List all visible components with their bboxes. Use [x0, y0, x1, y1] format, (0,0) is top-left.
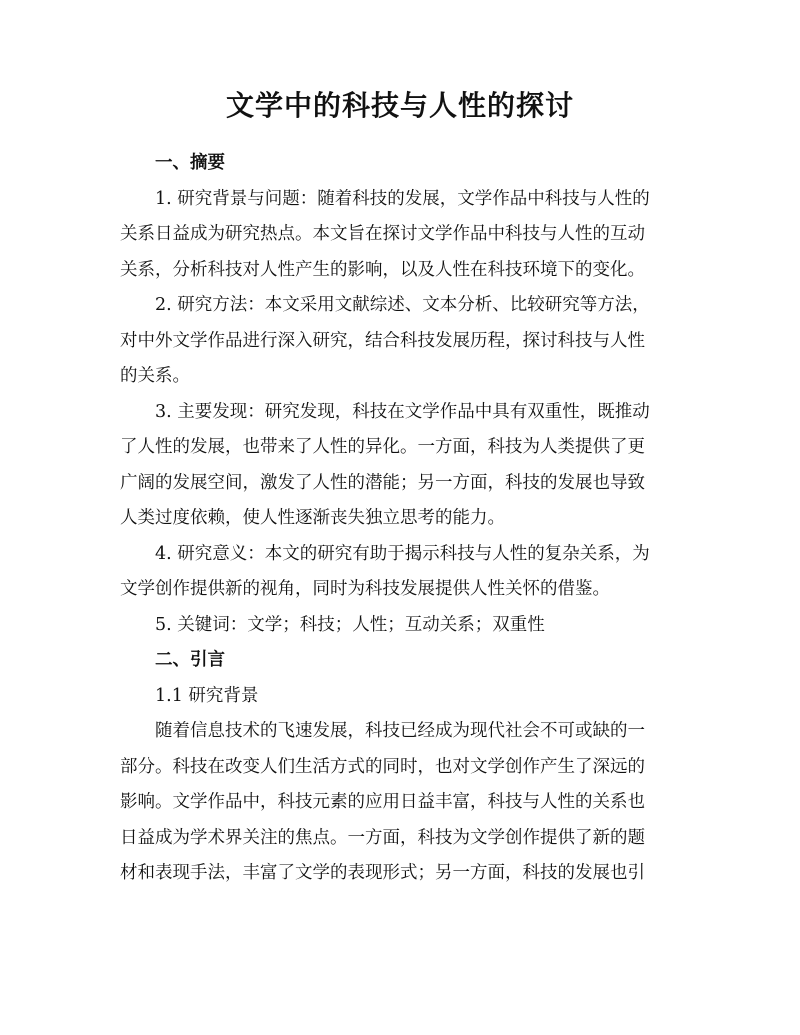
paragraph-line: 1. 研究背景与问题：随着科技的发展，文学作品中科技与人性的: [155, 188, 650, 209]
paragraph-line: 对中外文学作品进行深入研究，结合科技发展历程，探讨科技与人性: [120, 330, 645, 351]
paragraph-line: 材和表现手法，丰富了文学的表现形式；另一方面，科技的发展也引: [120, 863, 645, 883]
intro-paragraph: [120, 714, 680, 892]
paragraph-line: 日益成为学术界关注的焦点。一方面，科技为文学创作提供了新的题: [120, 827, 645, 848]
abstract-item-1: [120, 182, 680, 289]
intro-subheading: 1.1 研究背景: [155, 685, 259, 706]
abstract-item-3: [120, 395, 680, 537]
paragraph-line: 关系日益成为研究热点。本文旨在探讨文学作品中科技与人性的互动: [120, 224, 645, 244]
paragraph-line: 3. 主要发现：研究发现，科技在文学作品中具有双重性，既推动: [155, 401, 650, 422]
paragraph-line: 2. 研究方法：本文采用文献综述、文本分析、比较研究等方法，: [155, 295, 650, 315]
paragraph-line: 部分。科技在改变人们生活方式的同时，也对文学创作产生了深远的: [120, 756, 645, 777]
paragraph-line: 5. 关键词：文学；科技；人性；互动关系；双重性: [155, 614, 545, 635]
document-body: [120, 146, 680, 892]
document-title: 文学中的科技与人性的探讨: [225, 89, 574, 122]
abstract-item-4: [120, 537, 680, 608]
intro-heading: 二、引言: [155, 650, 225, 670]
paragraph-line: 4. 研究意义：本文的研究有助于揭示科技与人性的复杂关系，为: [155, 543, 650, 564]
paragraph-line: 了人性的发展，也带来了人性的异化。一方面，科技为人类提供了更: [120, 437, 645, 457]
paragraph-line: 人类过度依赖，使人性逐渐丧失独立思考的能力。: [120, 508, 505, 528]
abstract-heading: 一、摘要: [155, 153, 225, 173]
paragraph-line: 的关系。: [120, 366, 190, 386]
paragraph-line: 文学创作提供新的视角，同时为科技发展提供人性关怀的借鉴。: [120, 579, 610, 599]
paragraph-line: 随着信息技术的飞速发展，科技已经成为现代社会不可或缺的一: [155, 721, 645, 741]
abstract-item-5: [120, 608, 680, 644]
paragraph-line: 广阔的发展空间，激发了人性的潜能；另一方面，科技的发展也导致: [120, 472, 645, 493]
paragraph-line: 关系，分析科技对人性产生的影响，以及人性在科技环境下的变化。: [120, 259, 645, 280]
abstract-item-2: [120, 288, 680, 395]
paragraph-line: 影响。文学作品中，科技元素的应用日益丰富，科技与人性的关系也: [120, 792, 645, 812]
